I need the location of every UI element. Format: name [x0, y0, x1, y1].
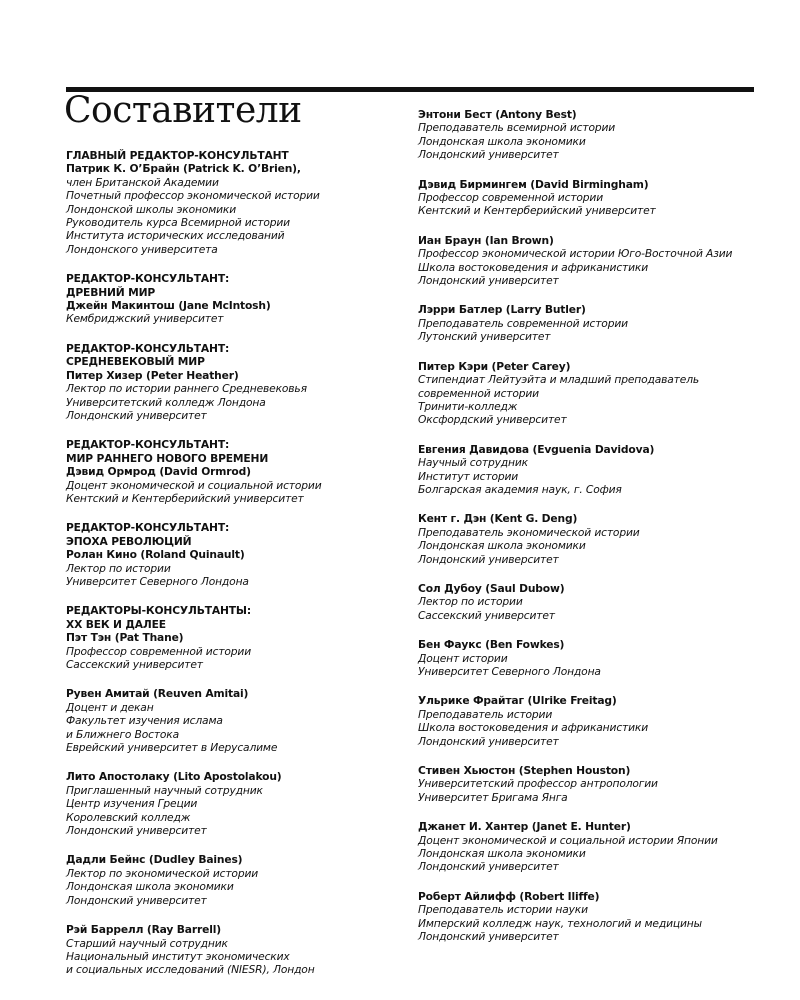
contributor-affiliation: Лондонская школа экономики	[66, 880, 234, 894]
contributor-entry	[418, 582, 758, 622]
contributor-affiliation: Оксфордский университет	[418, 413, 567, 427]
contributor-name: Стивен Хьюстон (Stephen Houston)	[418, 764, 631, 778]
contributor-affiliation: Университет Северного Лондона	[418, 665, 601, 678]
contributor-name: Лито Апостолаку (Lito Apostolakou)	[66, 770, 282, 784]
contributor-affiliation: Университет Северного Лондона	[66, 574, 249, 588]
contributor-entry	[418, 234, 758, 288]
contributor-affiliation: Преподаватель истории	[418, 707, 553, 721]
contributor-affiliation: и Ближнего Востока	[66, 727, 180, 741]
contributor-affiliation: Лондонская школа экономики	[418, 539, 586, 553]
contributor-name: Джанет И. Хантер (Janet E. Hunter)	[418, 820, 631, 834]
contributor-affiliation: Лондонский университет	[418, 860, 559, 874]
contributor-affiliation: Имперский колледж наук, технологий и медицины	[418, 916, 702, 930]
section-heading: РЕДАКТОРЫ-КОНСУЛЬТАНТЫ:	[66, 604, 251, 618]
contributor-affiliation: Преподаватель современной истории	[418, 316, 628, 330]
contributor-entry	[66, 342, 406, 422]
contributor-affiliation: Университетский профессор антропологии	[418, 777, 658, 791]
contributor-affiliation: Преподаватель истории науки	[418, 903, 588, 917]
contributor-name: Лэрри Батлер (Larry Butler)	[418, 303, 586, 317]
contributor-entry	[66, 604, 406, 671]
contributor-affiliation: Лектор по истории	[66, 561, 171, 575]
contributor-affiliation: Лондонский университет	[418, 148, 559, 162]
contributor-entry	[418, 512, 758, 566]
contributor-affiliation: Старший научный сотрудник	[66, 936, 228, 950]
contributor-affiliation: современной истории	[418, 386, 539, 400]
contributor-entry	[418, 178, 758, 218]
section-heading: РЕДАКТОР-КОНСУЛЬТАНТ:	[66, 272, 230, 286]
contributor-affiliation: Доцент экономической и социальной истории Японии	[418, 833, 718, 847]
contributor-affiliation: Лондонский университет	[66, 824, 207, 838]
contributor-affiliation: Лектор по истории раннего Средневековья	[66, 382, 307, 396]
contributor-affiliation: Кентский и Кентерберийский университет	[66, 491, 304, 505]
contributor-name: Пэт Тэн (Pat Thane)	[66, 631, 184, 645]
contributor-entry	[418, 820, 758, 874]
contributor-entry	[66, 770, 406, 837]
contributor-affiliation: Профессор экономической истории Юго-Восточной Азии	[418, 247, 733, 261]
contributor-name: Рэй Баррелл (Ray Barrell)	[66, 923, 221, 937]
contributor-entry	[66, 438, 406, 505]
contributor-entry	[66, 149, 406, 256]
contributor-entry	[418, 108, 758, 162]
contributor-affiliation: Университет Бригама Янга	[418, 790, 568, 804]
section-heading: РЕДАКТОР-КОНСУЛЬТАНТ:	[66, 438, 230, 452]
contributor-entry	[418, 638, 758, 678]
contributor-name: Ульрике Фрайтаг (Ulrike Freitag)	[418, 694, 617, 708]
contributor-name: Евгения Давидова (Evguenia Davidova)	[418, 442, 655, 456]
contributor-affiliation: Лондонская школа экономики	[418, 134, 586, 148]
contributor-entry	[66, 687, 406, 754]
contributor-affiliation: Лондонская школа экономики	[418, 847, 586, 861]
contributor-affiliation: Профессор современной истории	[418, 191, 604, 205]
contributor-name: Кент г. Дэн (Kent G. Deng)	[418, 512, 578, 526]
contributor-affiliation: Лондонский университет	[418, 930, 559, 944]
contributor-affiliation: Доцент истории	[418, 651, 508, 665]
contributor-name: Питер Кэри (Peter Carey)	[418, 359, 571, 373]
contributor-affiliation: Институт истории	[418, 469, 519, 483]
contributor-affiliation: Лондонской школы экономики	[66, 202, 237, 216]
contributor-name: Джейн Макинтош (Jane McIntosh)	[66, 299, 271, 313]
contributor-affiliation: Лондонский университет	[418, 734, 559, 748]
contributor-affiliation: Руководитель курса Всемирной истории	[66, 216, 290, 230]
contributor-affiliation: Доцент экономической и социальной истории	[66, 478, 322, 492]
contributor-affiliation: Доцент и декан	[66, 700, 154, 714]
section-heading: XX ВЕК И ДАЛЕЕ	[66, 617, 166, 631]
contributor-affiliation: Преподаватель экономической истории	[418, 525, 640, 539]
section-heading: МИР РАННЕГО НОВОГО ВРЕМЕНИ	[66, 451, 269, 465]
contributor-affiliation: Королевский колледж	[66, 810, 191, 824]
section-heading: ДРЕВНИЙ МИР	[66, 285, 156, 299]
contributor-affiliation: Лектор по истории	[418, 595, 523, 609]
contributor-affiliation: Сассекский университет	[418, 608, 555, 622]
contributor-name: Бен Фаукс (Ben Fowkes)	[418, 638, 565, 652]
contributor-name: Энтони Бест (Antony Best)	[418, 108, 577, 121]
contributor-affiliation: Профессор современной истории	[66, 644, 252, 658]
contributor-name: Ролан Кино (Roland Quinault)	[66, 548, 245, 562]
contributor-affiliation: Лондонского университета	[66, 242, 218, 256]
contributor-entry	[66, 272, 406, 326]
contributor-affiliation: Стипендиат Лейтуэйта и младший преподаватель	[418, 373, 700, 387]
contributor-affiliation: Приглашенный научный сотрудник	[66, 783, 263, 797]
contributor-affiliation: Школа востоковедения и африканистики	[418, 260, 649, 274]
contributor-entry	[418, 303, 758, 343]
contributor-affiliation: Почетный профессор экономической истории	[66, 189, 320, 203]
contributor-name: Иан Браун (Ian Brown)	[418, 233, 554, 247]
contributor-entry	[418, 360, 758, 427]
section-heading: РЕДАКТОР-КОНСУЛЬТАНТ:	[66, 521, 230, 535]
contributor-affiliation: Научный сотрудник	[418, 456, 528, 470]
contributor-entry	[66, 521, 406, 588]
section-heading: СРЕДНЕВЕКОВЫЙ МИР	[66, 355, 205, 369]
contributor-affiliation: Тринити-колледж	[418, 399, 518, 413]
contributor-affiliation: Факультет изучения ислама	[66, 714, 223, 728]
contributor-affiliation: и социальных исследований (NIESR), Лондон	[66, 963, 315, 977]
contributor-affiliation: Лондонский университет	[66, 408, 207, 422]
contributor-affiliation: член Британской Академии	[66, 175, 219, 189]
contributor-name: Питер Хизер (Peter Heather)	[66, 368, 239, 382]
page-title: Составители	[64, 90, 302, 131]
contributor-affiliation: Национальный институт экономических	[66, 949, 290, 963]
contributor-name: Дадли Бейнс (Dudley Baines)	[66, 853, 243, 867]
contributor-affiliation: Лондонский университет	[66, 893, 207, 907]
contributor-name: Дэвид Бирмингем (David Birmingham)	[418, 177, 649, 191]
contributor-name: Роберт Айлифф (Robert Iliffe)	[418, 889, 600, 903]
contributor-affiliation: Института исторических исследований	[66, 229, 285, 243]
contributor-affiliation: Лондонский университет	[418, 274, 559, 288]
contributor-affiliation: Школа востоковедения и африканистики	[418, 721, 649, 735]
contributor-name: Дэвид Ормрод (David Ormrod)	[66, 465, 251, 479]
contributor-entry	[418, 764, 758, 804]
right-column	[418, 108, 758, 960]
contributor-affiliation: Сассекский университет	[66, 658, 203, 671]
section-heading: ЭПОХА РЕВОЛЮЦИЙ	[66, 534, 192, 548]
contributor-affiliation: Университетский колледж Лондона	[66, 395, 266, 409]
contributor-entry	[418, 890, 758, 944]
contributor-entry	[66, 923, 406, 977]
contributor-entry	[66, 853, 406, 907]
contributor-entry	[418, 694, 758, 748]
contributor-name: Рувен Амитай (Reuven Amitai)	[66, 687, 249, 701]
contributor-affiliation: Кембриджский университет	[66, 312, 224, 326]
contributor-name: Сол Дубоу (Saul Dubow)	[418, 581, 565, 595]
section-heading: ГЛАВНЫЙ РЕДАКТОР-КОНСУЛЬТАНТ	[66, 149, 289, 162]
contributor-affiliation: Еврейский университет в Иерусалиме	[66, 741, 278, 755]
contributor-affiliation: Лутонский университет	[418, 330, 551, 344]
contributor-affiliation: Кентский и Кентерберийский университет	[418, 204, 656, 218]
contributor-name: Патрик К. О’Брайн (Patrick K. O’Brien),	[66, 162, 301, 176]
contributor-affiliation: Болгарская академия наук, г. София	[418, 482, 622, 496]
section-heading: РЕДАКТОР-КОНСУЛЬТАНТ:	[66, 341, 230, 355]
contributor-affiliation: Центр изучения Греции	[66, 797, 198, 811]
contributor-affiliation: Лондонский университет	[418, 552, 559, 566]
contributor-entry	[418, 443, 758, 497]
contributor-affiliation: Преподаватель всемирной истории	[418, 121, 616, 135]
contributor-affiliation: Лектор по экономической истории	[66, 866, 259, 880]
left-column	[66, 149, 406, 993]
